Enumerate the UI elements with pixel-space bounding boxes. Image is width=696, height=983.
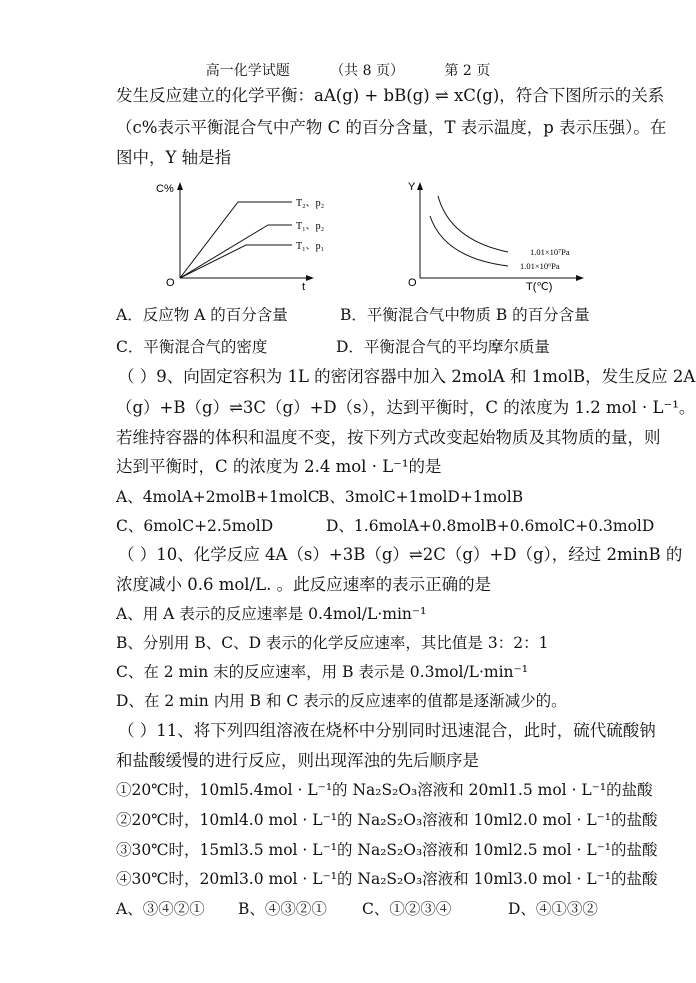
q8-line3: 图中，Y 轴是指 — [116, 148, 232, 167]
graph1-origin: O — [166, 277, 175, 289]
q11-line2: 和盐酸缓慢的进行反应，则出现浑浊的先后顺序是 — [116, 751, 479, 770]
q9-option-a: A、4molA+2molB+1molC — [116, 488, 320, 506]
q9-line4: 达到平衡时，C 的浓度为 2.4 mol · L⁻¹的是 — [116, 457, 442, 476]
graph1-xlabel: t — [302, 281, 306, 293]
q9-line1: （ ）9、向固定容积为 1L 的密闭容器中加入 2molA 和 1molB，发生反应 2A — [118, 367, 696, 386]
q10-option-b: B、分别用 B、C、D 表示的化学反应速率，其比值是 3：2：1 — [116, 634, 549, 652]
q9-line3: 若维持容器的体积和温度不变，按下列方式改变起始物质及其物质的量，则 — [116, 428, 661, 447]
graph1-series-t2p2 — [180, 202, 292, 278]
q8-line2: （c%表示平衡混合气中产物 C 的百分含量，T 表示温度，p 表示压强）。在 — [116, 118, 667, 137]
graph2-origin: O — [408, 277, 417, 289]
q9-option-d: D、1.6molA+0.8molB+0.6molC+0.3molD — [326, 517, 655, 535]
graph2-series-low-pressure — [430, 216, 508, 266]
graph1-series-t1p1 — [180, 245, 292, 278]
q10-option-a: A、用 A 表示的反应速率是 0.4mol/L·min⁻¹ — [116, 605, 427, 623]
q11-line1: （ ）11、将下列四组溶液在烧杯中分别同时迅速混合，此时，硫代硫酸钠 — [118, 721, 656, 740]
graph2-legend-low: 1.01×10⁶Pa — [520, 261, 560, 271]
q8-option-a: A．反应物 A 的百分含量 — [116, 306, 288, 324]
graph2-x-arrow — [576, 275, 584, 281]
q11-item-2: ②20℃时，10ml4.0 mol · L⁻¹的 Na₂S₂O₃溶液和 10ml2.0 mol · L⁻¹的盐酸 — [116, 811, 658, 829]
graph-y-vs-temperature — [400, 178, 600, 298]
q9-line2: （g）+B（g）⇌3C（g）+D（s），达到平衡时，C 的浓度为 1.2 mol · L⁻¹。 — [116, 398, 696, 417]
graph-c-percent-vs-t — [150, 178, 350, 298]
q10-option-c: C、在 2 min 末的反应速率，用 B 表示是 0.3mol/L·min⁻¹ — [116, 663, 528, 681]
graph1-legend-t2p2: T₂、p₂ — [296, 198, 325, 209]
page-number: 第 2 页 — [444, 63, 491, 79]
q10-line1: （ ）10、化学反应 4A（s）+3B（g）⇌2C（g）+D（g），经过 2minB 的 — [118, 545, 683, 564]
graph2-legend-high: 1.01×10⁷Pa — [530, 247, 570, 257]
q9-option-c: C、6molC+2.5molD — [116, 517, 274, 535]
q8-option-b: B．平衡混合气中物质 B 的百分含量 — [340, 306, 590, 324]
q11-option-b: B、④③②① — [238, 900, 327, 918]
graph1-y-arrow — [177, 182, 183, 190]
q11-option-d: D、④①③② — [508, 900, 598, 918]
q8-option-c: C．平衡混合气的密度 — [116, 338, 268, 356]
q8-option-d: D．平衡混合气的平均摩尔质量 — [336, 338, 550, 356]
graph2-y-arrow — [417, 182, 423, 190]
q11-item-3: ③30℃时，15ml3.5 mol · L⁻¹的 Na₂S₂O₃溶液和 10ml2.5 mol · L⁻¹的盐酸 — [116, 841, 658, 859]
page-count: （共 8 页） — [330, 63, 404, 79]
q10-option-d: D、在 2 min 内用 B 和 C 表示的反应速率的值都是逐渐减少的。 — [116, 692, 567, 710]
q11-item-4: ④30℃时，20ml3.0 mol · L⁻¹的 Na₂S₂O₃溶液和 10ml3.0 mol · L⁻¹的盐酸 — [116, 870, 658, 888]
q10-line2: 浓度减小 0.6 mol/L. 。此反应速率的表示正确的是 — [116, 575, 492, 594]
q9-option-b: B、3molC+1molD+1molB — [318, 488, 524, 506]
page-header — [0, 60, 696, 80]
graph1-x-arrow — [306, 275, 314, 281]
exam-title: 高一化学试题 — [205, 63, 290, 79]
q11-option-c: C、①②③④ — [362, 900, 452, 918]
q11-option-a: A、③④②① — [116, 900, 205, 918]
graph1-ylabel: C% — [156, 183, 174, 195]
graph1-legend-t1p1: T₁、p₁ — [296, 241, 325, 252]
graph2-xlabel: T(℃) — [526, 281, 553, 293]
q8-line1: 发生反应建立的化学平衡：aA(g) + bB(g) ⇌ xC(g)，符合下图所示的关系 — [116, 86, 665, 105]
q11-item-1: ①20℃时，10ml5.4mol · L⁻¹的 Na₂S₂O₃溶液和 20ml1.5 mol · L⁻¹的盐酸 — [116, 781, 653, 799]
graph1-legend-t1p2: T₁、p₂ — [296, 221, 325, 232]
graph2-ylabel: Y — [408, 181, 416, 193]
